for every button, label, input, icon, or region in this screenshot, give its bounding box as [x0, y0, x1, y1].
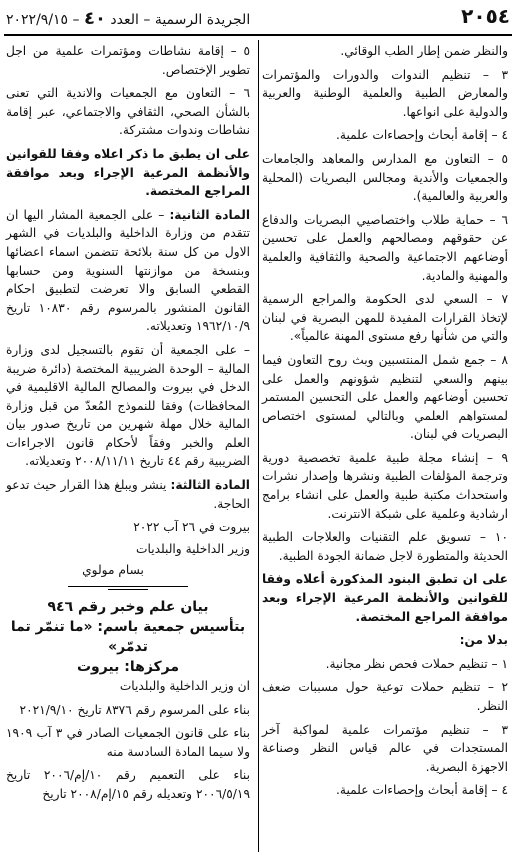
- page-number: ٢٠٥٤: [461, 4, 510, 28]
- right-paragraph: ٨ – جمع شمل المنتسبين وبث روح التعاون فيما بينهم والسعي لتنظيم شؤونهم والعمل على تحسين أوضاعهم والعمل على التحسين المستمر لمستواهم العلمي وبالتالي لمستوى اختصاص البصريات في لبنان.: [262, 352, 508, 442]
- section-divider: [68, 586, 188, 589]
- left-paragraph: ٦ – التعاون مع الجمعيات والاندية التي تعنى بالشأن الصحي، الثقافي والاجتماعي، عبر إقامة نشاطات وندوات مشتركة.: [6, 86, 250, 138]
- instead-item: ٢ – تنظيم حملات توعية حول مسببات ضعف النظر.: [262, 680, 508, 713]
- statement-paragraph: بناء على المرسوم رقم ٨٣٧٦ تاريخ ٢٠٢١/٩/١٠: [19, 702, 250, 717]
- signature-name: بسام مولوي: [82, 563, 144, 578]
- statement-title: بيان علم وخبر رقم ٩٤٦: [47, 599, 209, 616]
- right-paragraph: ١٠ – تسويق علم التقنيات والعلاجات الطبية الحديثة والمتطورة لاجل ضمانة الجودة الطبية.: [262, 530, 508, 563]
- left-column: [6, 42, 250, 809]
- right-column: [262, 42, 508, 805]
- statement-paragraph: بناء على التعميم رقم ١٠/إم/٢٠٠٦ تاريخ ٢٠٠٦/٥/١٩ وتعديله رقم ١٥/إم/٢٠٠٨ تاريخ: [6, 768, 250, 801]
- header-rule: [4, 34, 512, 36]
- article-2: [6, 206, 250, 336]
- header-title: الجريدة الرسمية – العدد ٤٠ – ٢٠٢٢/٩/١٥: [6, 8, 251, 29]
- left-paragraph: ٥ – إقامة نشاطات ومؤتمرات علمية من اجل تطوير الإختصاص.: [6, 44, 250, 77]
- signature-place-date: بيروت في ٢٦ آب ٢٠٢٢: [133, 520, 250, 535]
- right-paragraph: ٧ – السعي لدى الحكومة والمراجع الرسمية لإتخاذ القرارات المفيدة للمهن البصرية في لبنان والتي من شأنها رفع مستوى المهنة عالمياً».: [262, 292, 508, 344]
- left-bold-clause: على ان يطبق ما ذكر اعلاه وفقا للقوانين والأنظمة المرعية الإجراء وبعد موافقة المراجع المختصة.: [6, 146, 250, 199]
- gazette-name: الجريدة الرسمية: [154, 12, 251, 28]
- signature-title: وزير الداخلية والبلديات: [136, 541, 250, 556]
- left-paragraph: – على الجمعية أن تقوم بالتسجيل لدى وزارة المالية – الوحدة الضريبية المختصة (دائرة ضريبة الدخل في بيروت والمصالح المالية الاقليمية في المحافظات) وفقا للنموذج المُعدّ من قبل وزارة المالية خلال مهلة شهرين من تاريخ صدور بيان العلم والخبر وفقاً لأحكام قانون الاجراءات الضريبية رقم ٤٤ تاريخ ٢٠٠٨/١١/١١ وتعديلاته.: [6, 342, 250, 469]
- column-divider: [258, 40, 259, 852]
- right-bold-clause: على ان تطبق البنود المذكورة أعلاه وفقا للقوانين والأنظمة المرعية الإجراء وبعد موافقة المراجع المختصة.: [262, 572, 508, 624]
- statement-paragraph: بناء على قانون الجمعيات الصادر في ٣ آب ١٩٠٩ ولا سيما المادة السادسة منه: [6, 726, 250, 759]
- article-2-text: – على الجمعية المشار اليها ان تتقدم من وزارة الداخلية والبلديات في الشهر الاول من كل سنة بلائحة تتضمن اسماء اعضائها وبنسخة من موازنتها السنوية ومن حسابها القطعي السابق والا تعرضت لتطبيق احكام القانون المنشور بالمرسوم رقم ١٠٨٣٠ تاريخ ١٩٦٢/١٠/٩ وتعديلاته.: [6, 207, 250, 334]
- right-paragraph: ٥ – التعاون مع المدارس والمعاهد والجامعات والجمعيات والأندية ومجالس البصريات (المحلية والعربية والعالمية).: [262, 151, 508, 204]
- article-3: [6, 476, 250, 513]
- instead-label: بدلا من:: [459, 633, 508, 648]
- instead-item: ٣ – تنظيم مؤتمرات علمية لمواكبة آخر المستجدات في عالم قياس النظر وصناعة الاجهزة البصرية.: [262, 722, 508, 774]
- instead-item: ١ – تنظيم حملات فحص نظر مجانية.: [325, 656, 508, 671]
- right-paragraph: ٩ – إنشاء مجلة طبية علمية تخصصية دورية وترجمة المؤلفات الطبية ونشرها وإصدار نشرات واستحداث مكتبة طبية والعمل على انشاء برامج ارشادية وعلمية على شبكة الانترنت.: [262, 450, 508, 521]
- article-3-label: المادة الثالثة:: [170, 478, 250, 493]
- issue-number: ٤٠: [83, 8, 106, 29]
- right-paragraph: والنظر ضمن إطار الطب الوقائي.: [340, 44, 508, 58]
- issue-date: ٢٠٢٢/٩/١٥: [6, 12, 69, 28]
- right-paragraph: ٣ – تنظيم الندوات والدورات والمؤتمرات والمعارض الطبية والعلمية الوطنية والعربية والدولية على انواعها.: [262, 67, 508, 119]
- page-header: [0, 0, 516, 32]
- statement-subtitle: بتأسيس جمعية باسم: «ما تنمّر تما تدمّر»: [10, 619, 246, 656]
- article-3-text: ينشر ويبلغ هذا القرار حيث تدعو الحاجة.: [6, 478, 250, 511]
- statement-minister: ان وزير الداخلية والبلديات: [119, 679, 250, 694]
- instead-item: ٤ – إقامة أبحاث وإحصاءات علمية.: [336, 783, 508, 798]
- statement-location: مركزها: بيروت: [76, 659, 180, 676]
- right-paragraph: ٤ – إقامة أبحاث وإحصاءات علمية.: [336, 128, 508, 143]
- issue-label: العدد: [110, 12, 139, 28]
- article-2-label: المادة الثانية:: [169, 207, 250, 222]
- right-paragraph: ٦ – حماية طلاب واختصاصيي البصريات والدفاع عن حقوقهم ومصالحهم والعمل على تحسين أوضاعهم الاجتماعية والصحية والثقافية والعلمية والمهنية والمادية.: [262, 212, 508, 283]
